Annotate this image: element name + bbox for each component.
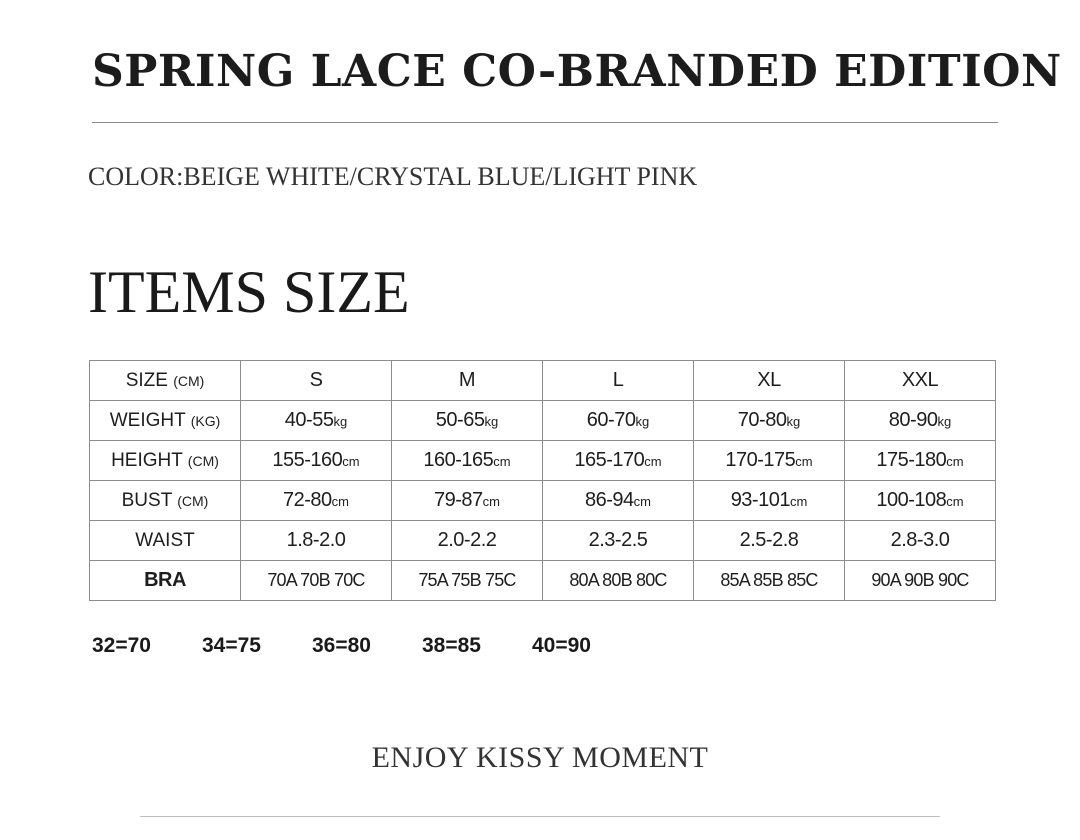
row-label-size xyxy=(90,361,241,401)
weight-label: WEIGHT xyxy=(109,409,186,431)
table-row-size xyxy=(90,361,996,401)
bust-unit: cm xyxy=(482,494,500,509)
height-value: 160-165 xyxy=(423,449,494,471)
weight-value: 50-65 xyxy=(435,409,485,431)
height-unit: cm xyxy=(644,454,662,469)
bust-label-unit: (CM) xyxy=(177,492,209,509)
bra-cell-s: 70A 70B 70C xyxy=(241,561,392,601)
height-unit: cm xyxy=(946,454,964,469)
bust-label: BUST xyxy=(121,489,172,511)
size-header-m: M xyxy=(392,361,543,401)
conversion-item: 40=90 xyxy=(532,634,591,657)
bust-cell-s xyxy=(241,481,392,521)
table-row-bra xyxy=(90,561,996,601)
bra-cell-l: 80A 80B 80C xyxy=(543,561,694,601)
table-row-height xyxy=(90,441,996,481)
height-value: 170-175 xyxy=(725,449,796,471)
bust-unit: cm xyxy=(946,494,964,509)
bust-value: 93-101 xyxy=(730,489,790,511)
height-label: HEIGHT xyxy=(111,449,183,471)
row-label-weight xyxy=(90,401,241,441)
bust-value: 86-94 xyxy=(585,489,634,511)
row-label-bra: BRA xyxy=(90,561,241,601)
bust-cell-l xyxy=(543,481,694,521)
weight-cell-m xyxy=(392,401,543,441)
height-value: 175-180 xyxy=(876,449,947,471)
weight-unit: kg xyxy=(937,414,952,429)
bust-value: 72-80 xyxy=(283,489,332,511)
bust-value: 100-108 xyxy=(876,489,947,511)
bust-cell-m xyxy=(392,481,543,521)
table-row-bust xyxy=(90,481,996,521)
height-unit: cm xyxy=(493,454,511,469)
height-value: 165-170 xyxy=(574,449,645,471)
weight-unit: kg xyxy=(635,414,650,429)
weight-value: 60-70 xyxy=(586,409,636,431)
height-cell-xl xyxy=(694,441,845,481)
bust-unit: cm xyxy=(633,494,651,509)
weight-value: 80-90 xyxy=(888,409,938,431)
height-cell-s xyxy=(241,441,392,481)
height-cell-l xyxy=(543,441,694,481)
row-label-waist: WAIST xyxy=(90,521,241,561)
bust-unit: cm xyxy=(331,494,349,509)
size-table xyxy=(89,360,996,601)
table-row-waist xyxy=(90,521,996,561)
bust-value: 79-87 xyxy=(434,489,483,511)
weight-cell-l xyxy=(543,401,694,441)
size-header-l: L xyxy=(543,361,694,401)
footer-divider xyxy=(140,816,940,817)
footer-tagline: ENJOY KISSY MOMENT xyxy=(371,741,709,774)
weight-cell-xl xyxy=(694,401,845,441)
header-divider xyxy=(92,122,998,123)
section-title: ITEMS SIZE xyxy=(88,259,410,325)
bust-unit: cm xyxy=(789,494,808,509)
height-cell-m xyxy=(392,441,543,481)
waist-cell-xl: 2.5-2.8 xyxy=(694,521,845,561)
size-label: SIZE xyxy=(125,369,168,391)
bust-cell-xxl xyxy=(845,481,996,521)
conversion-item: 36=80 xyxy=(312,634,371,657)
bra-cell-xl: 85A 85B 85C xyxy=(694,561,845,601)
weight-cell-xxl xyxy=(845,401,996,441)
weight-value: 40-55 xyxy=(284,409,334,431)
waist-cell-l: 2.3-2.5 xyxy=(543,521,694,561)
conversion-item: 38=85 xyxy=(422,634,481,657)
size-header-s: S xyxy=(241,361,392,401)
height-cell-xxl xyxy=(845,441,996,481)
page-title: SPRING LACE CO-BRANDED EDITION xyxy=(92,46,1062,97)
band-size-conversions xyxy=(92,632,642,660)
waist-cell-m: 2.0-2.2 xyxy=(392,521,543,561)
size-label-unit: (CM) xyxy=(173,372,205,389)
height-label-unit: (CM) xyxy=(187,452,219,469)
weight-unit: kg xyxy=(484,414,499,429)
weight-label-unit: (KG) xyxy=(190,412,221,429)
waist-cell-xxl: 2.8-3.0 xyxy=(845,521,996,561)
bra-cell-xxl: 90A 90B 90C xyxy=(845,561,996,601)
height-value: 155-160 xyxy=(272,449,343,471)
size-header-xxl: XXL xyxy=(845,361,996,401)
row-label-height xyxy=(90,441,241,481)
weight-value: 70-80 xyxy=(737,409,787,431)
height-unit: cm xyxy=(795,454,813,469)
conversion-item: 34=75 xyxy=(202,634,261,657)
weight-cell-s xyxy=(241,401,392,441)
height-unit: cm xyxy=(342,454,360,469)
bra-cell-m: 75A 75B 75C xyxy=(392,561,543,601)
weight-unit: kg xyxy=(333,414,348,429)
waist-cell-s: 1.8-2.0 xyxy=(241,521,392,561)
row-label-bust xyxy=(90,481,241,521)
color-options: COLOR:BEIGE WHITE/CRYSTAL BLUE/LIGHT PINK xyxy=(88,162,698,191)
conversion-item: 32=70 xyxy=(92,634,151,657)
bust-cell-xl xyxy=(694,481,845,521)
weight-unit: kg xyxy=(786,414,801,429)
size-header-xl: XL xyxy=(694,361,845,401)
table-row-weight xyxy=(90,401,996,441)
